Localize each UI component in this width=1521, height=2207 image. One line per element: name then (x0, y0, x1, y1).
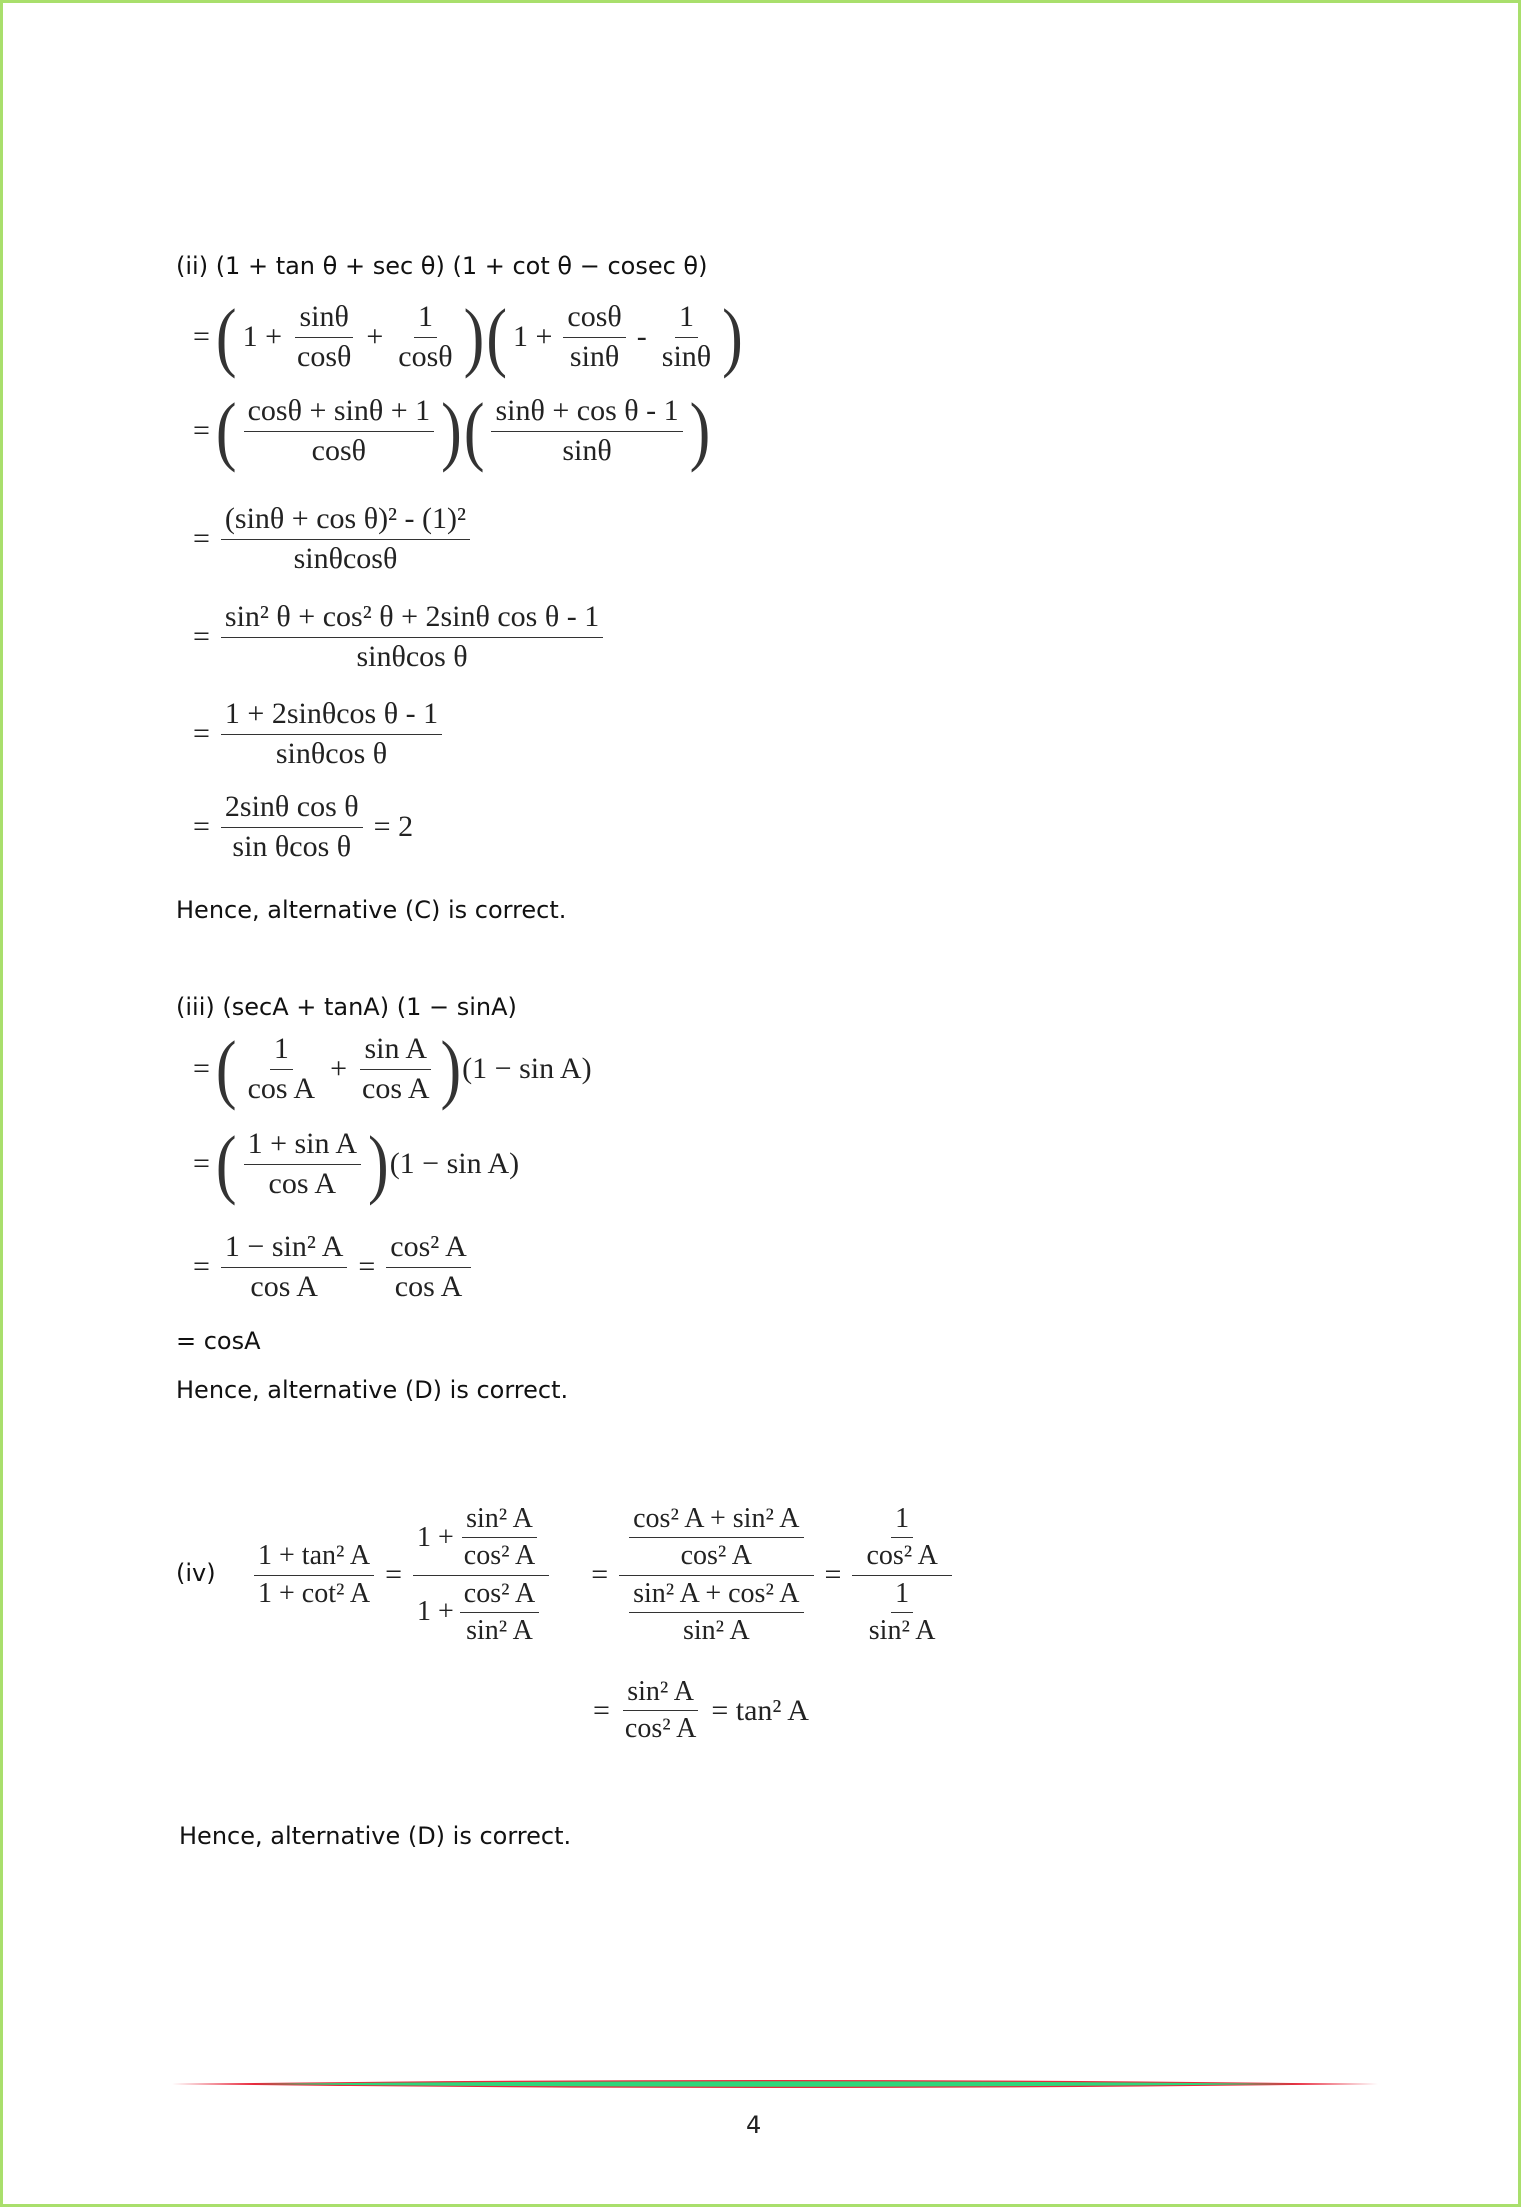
term: (1 − sin A) (389, 1147, 520, 1180)
denominator: cos A (268, 1166, 337, 1200)
fraction (621, 1676, 700, 1745)
term: 1 + (242, 320, 282, 353)
fraction (865, 1578, 940, 1647)
equals: = (193, 414, 210, 447)
operator: + (366, 320, 384, 353)
denominator: sinθ (569, 339, 620, 373)
denominator: sinθ (661, 339, 712, 373)
numerator: (sinθ + cos θ)² - (1)² (221, 502, 470, 540)
fraction (629, 1503, 803, 1572)
part-ii-step-1 (188, 294, 744, 380)
equals: = (385, 1558, 402, 1591)
numerator: cos² A (460, 1578, 539, 1613)
numerator: 1 + 2sinθcos θ - 1 (221, 697, 442, 735)
paren-open: ( (215, 1121, 237, 1207)
denominator: cos A (247, 1071, 316, 1105)
denominator: sin² A (868, 1614, 936, 1646)
denominator: sinθcos θ (356, 639, 468, 673)
denominator: cos² A (866, 1540, 938, 1572)
numerator: cos² A (386, 1230, 471, 1268)
result: = tan² A (711, 1693, 809, 1727)
denominator: cosθ (297, 339, 352, 373)
term: 1 + (512, 320, 553, 353)
paren-close: ) (368, 1121, 389, 1207)
denominator: cos² A (624, 1713, 697, 1745)
equals: = (193, 717, 210, 750)
denominator: cos A (250, 1269, 318, 1303)
complex-fraction (413, 1503, 549, 1647)
paren-open: ( (215, 1026, 237, 1112)
part-iii-step-1 (188, 1026, 592, 1112)
part-ii-conclusion: Hence, alternative (C) is correct. (176, 896, 567, 924)
denominator (413, 1576, 549, 1647)
equals: = (193, 320, 210, 353)
complex-fraction (852, 1503, 951, 1647)
denominator: sin θcos θ (232, 829, 352, 863)
part-iii-heading: (iii) (secA + tanA) (1 − sinA) (176, 993, 517, 1021)
part-ii-step-6 (188, 790, 418, 864)
equals: = (193, 522, 210, 555)
denominator: cosθ (311, 433, 367, 467)
result: = 2 (373, 810, 414, 843)
numerator: sin² A (462, 1503, 537, 1538)
numerator: sin² A (623, 1676, 698, 1711)
numerator: cosθ (563, 300, 625, 338)
paren-close: ) (722, 294, 743, 380)
operator: + (330, 1052, 347, 1085)
fraction (460, 1578, 539, 1647)
denominator: sinθcos θ (275, 736, 388, 770)
part-ii-step-5 (188, 697, 448, 771)
fraction (293, 300, 355, 374)
denominator: sinθcosθ (293, 541, 398, 575)
fraction (221, 1230, 347, 1304)
paren-close: ) (440, 1026, 462, 1112)
equals: = (193, 810, 210, 843)
part-ii-step-4 (188, 600, 609, 674)
equals: = (193, 1250, 210, 1283)
fraction (244, 1032, 320, 1106)
numerator: sinθ + cos θ - 1 (491, 394, 682, 432)
numerator: 1 + tan² A (254, 1540, 374, 1575)
term: (1 − sin A) (462, 1052, 592, 1085)
part-ii-step-3 (188, 502, 476, 576)
denominator: 1 + cot² A (258, 1577, 371, 1609)
fraction (862, 1503, 941, 1572)
numerator: cos² A + sin² A (629, 1503, 803, 1538)
part-iii-conclusion: Hence, alternative (D) is correct. (176, 1376, 569, 1404)
denominator: cos A (362, 1071, 430, 1105)
numerator (619, 1503, 813, 1575)
paren-close: ) (689, 388, 711, 474)
term: 1 + (417, 1596, 454, 1628)
denominator: cos² A (463, 1540, 536, 1572)
fraction (221, 697, 442, 771)
numerator: 1 (891, 1578, 913, 1613)
complex-fraction (619, 1503, 813, 1647)
fraction (460, 1503, 539, 1572)
part-iv-label: (iv) (176, 1559, 216, 1587)
denominator (855, 1576, 950, 1647)
operator: - (636, 320, 647, 353)
denominator: sinθ (562, 433, 612, 467)
equals: = (591, 1558, 609, 1591)
paren-close: ) (441, 388, 462, 474)
numerator (413, 1503, 549, 1575)
paren-close: ) (463, 294, 485, 380)
numerator: sin² A + cos² A (629, 1578, 803, 1613)
numerator: 1 (675, 300, 698, 338)
denominator: cosθ (398, 339, 453, 373)
equals: = (193, 620, 210, 653)
fraction (244, 1127, 361, 1201)
equals: = (358, 1250, 376, 1283)
part-iii-step-4: = cosA (176, 1327, 261, 1355)
fraction (658, 300, 715, 374)
paren-open: ( (463, 388, 485, 474)
denominator: sin² A (682, 1614, 750, 1646)
part-iv-step-1 (248, 1500, 958, 1650)
paren-open: ( (486, 294, 507, 380)
fraction (629, 1578, 803, 1647)
numerator: 2sinθ cos θ (221, 790, 363, 828)
numerator: 1 − sin² A (221, 1230, 347, 1268)
numerator (852, 1503, 951, 1575)
numerator: sinθ (295, 300, 352, 338)
numerator: 1 (270, 1032, 293, 1070)
numerator: 1 (891, 1503, 913, 1538)
page-number: 4 (746, 2111, 762, 2139)
numerator: sin² θ + cos² θ + 2sinθ cos θ - 1 (221, 600, 603, 638)
footer-decorative-rule (172, 2076, 1378, 2092)
fraction (386, 1230, 471, 1304)
fraction (358, 1032, 434, 1106)
denominator: cos A (394, 1269, 463, 1303)
equals: = (193, 1052, 210, 1085)
fraction (254, 1540, 374, 1609)
part-iii-step-2 (188, 1121, 520, 1207)
equals: = (824, 1558, 842, 1591)
fraction (394, 300, 456, 374)
term: 1 + (417, 1521, 454, 1553)
numerator: 1 + sin A (244, 1127, 361, 1165)
paren-open: ( (215, 388, 237, 474)
equals: = (593, 1693, 610, 1727)
denominator: sin² A (466, 1614, 533, 1646)
paren-open: ( (215, 294, 237, 380)
numerator: cosθ + sinθ + 1 (244, 394, 435, 432)
fraction (563, 300, 625, 374)
numerator: sin A (360, 1032, 431, 1070)
fraction (221, 502, 470, 576)
fraction (221, 790, 363, 864)
denominator: cos² A (680, 1540, 753, 1572)
numerator: 1 (414, 300, 437, 338)
part-iv-step-2 (588, 1676, 814, 1745)
fraction (491, 394, 682, 468)
equals: = (193, 1147, 210, 1180)
fraction (244, 394, 435, 468)
fraction (221, 600, 603, 674)
part-iii-step-3 (188, 1230, 477, 1304)
part-ii-step-2 (188, 388, 711, 474)
part-ii-heading: (ii) (1 + tan θ + sec θ) (1 + cot θ − cosec θ) (176, 252, 708, 280)
part-iv-conclusion: Hence, alternative (D) is correct. (179, 1822, 572, 1850)
denominator (619, 1576, 813, 1647)
